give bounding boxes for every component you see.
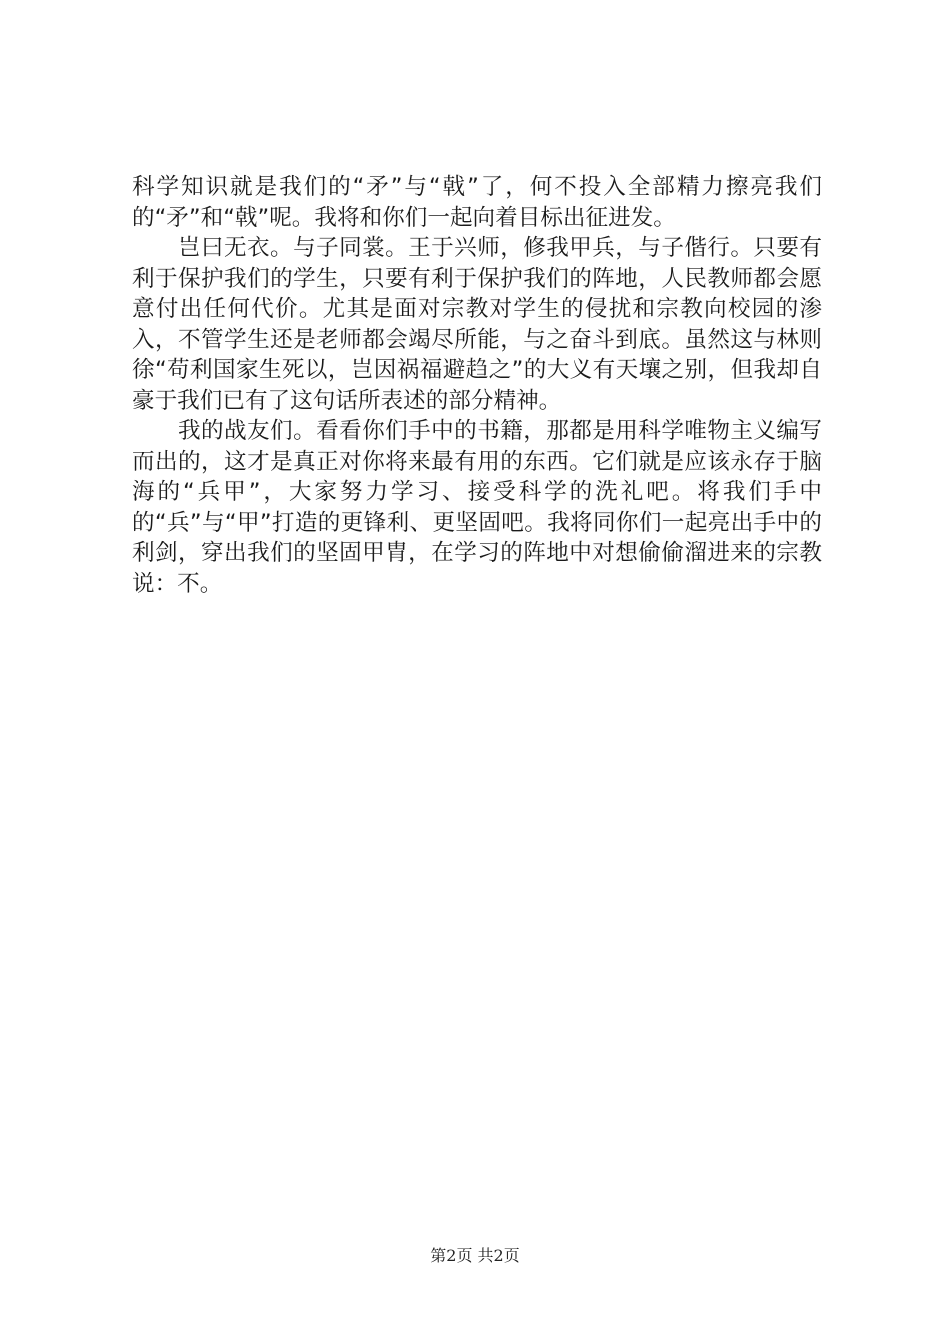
document-body <box>132 172 822 599</box>
paragraph-1: 科学知识就是我们的“矛”与“戟”了，何不投入全部精力擦亮我们的“矛”和“戟”呢。我将和你们一起向着目标出征进发。 <box>132 174 822 231</box>
paragraph-3: 我的战友们。看看你们手中的书籍，那都是用科学唯物主义编写而出的，这才是真正对你将来最有用的东西。它们就是应该永存于脑海的“兵甲”，大家努力学习、接受科学的洗礼吧。将我们手中的“兵”与“甲”打造的更锋利、更坚固吧。我将同你们一起亮出手中的利剑，穿出我们的坚固甲胄，在学习的阵地中对想偷偷溜进来的宗教说：不。 <box>132 418 822 597</box>
page-number-footer: 第2页 共2页 <box>430 1246 520 1265</box>
paragraph-2: 岂曰无衣。与子同裳。王于兴师，修我甲兵，与子偕行。只要有利于保护我们的学生，只要有利于保护我们的阵地，人民教师都会愿意付出任何代价。尤其是面对宗教对学生的侵扰和宗教向校园的渗入，不管学生还是老师都会竭尽所能，与之奋斗到底。虽然这与林则徐“苟利国家生死以，岂因祸福避趋之”的大义有天壤之别，但我却自豪于我们已有了这句话所表述的部分精神。 <box>132 235 822 414</box>
